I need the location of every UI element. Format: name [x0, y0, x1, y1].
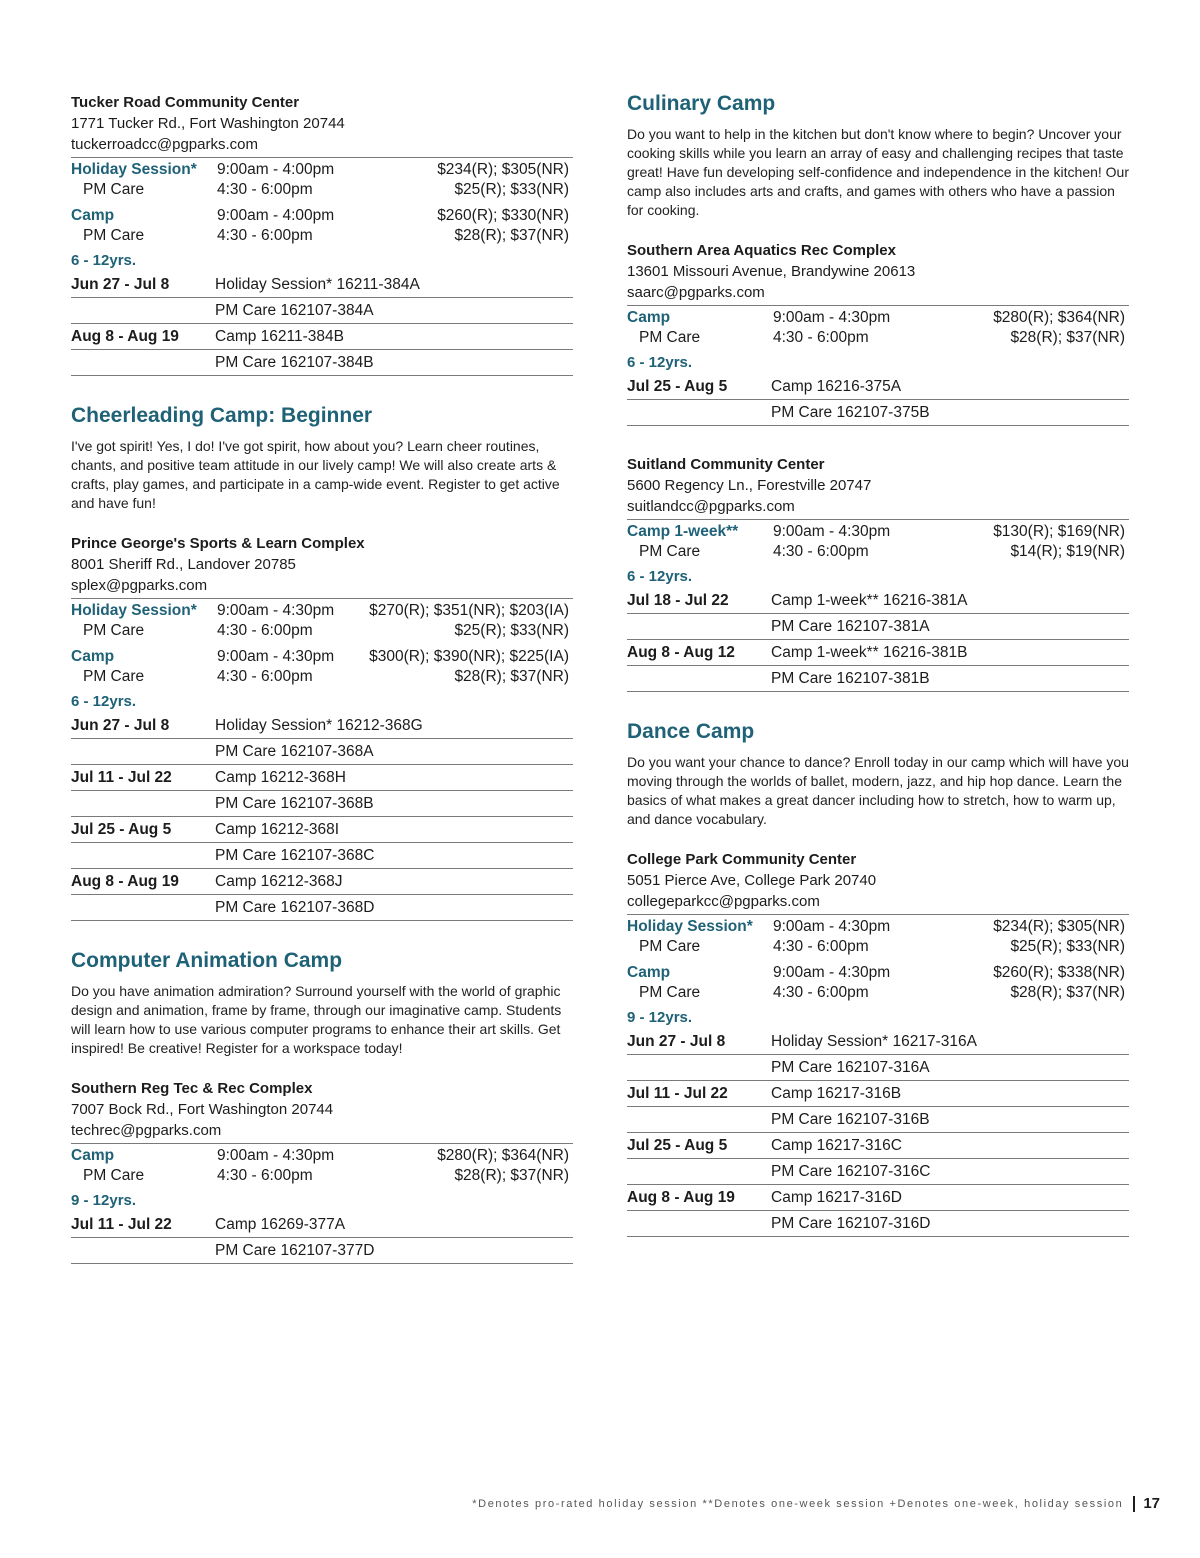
pricing-price: $28(R); $37(NR) — [1010, 329, 1125, 347]
pricing-label: PM Care — [83, 181, 145, 198]
session-row — [71, 791, 573, 817]
pricing-row — [627, 963, 1129, 983]
session-date — [627, 1055, 771, 1080]
pricing-time: 9:00am - 4:30pm — [773, 918, 891, 936]
session-date — [71, 1238, 215, 1263]
session-row — [627, 1029, 1129, 1055]
session-date — [71, 895, 215, 920]
section-title: Dance Camp — [627, 720, 755, 744]
location-name: College Park Community Center — [627, 851, 857, 869]
pricing-label: PM Care — [83, 622, 145, 640]
session-activity: PM Care 162107-316C — [771, 1163, 931, 1181]
session-activity: Holiday Session* 16217-316A — [771, 1033, 977, 1051]
session-date: Jul 18 - Jul 22 — [627, 592, 729, 610]
session-row — [71, 1238, 573, 1264]
pricing-price: $28(R); $37(NR) — [454, 1167, 569, 1185]
location-email: suitlandcc@pgparks.com — [627, 498, 795, 516]
session-row — [627, 1107, 1129, 1133]
pricing-row — [71, 1166, 573, 1186]
pricing-price: $234(R); $305(NR) — [437, 161, 569, 178]
pricing-time: 4:30 - 6:00pm — [773, 543, 869, 561]
session-date: Jun 27 - Jul 8 — [71, 717, 170, 735]
pricing-price: $14(R); $19(NR) — [1010, 543, 1125, 561]
session-date: Aug 8 - Aug 19 — [71, 873, 179, 891]
session-row — [71, 272, 573, 298]
pricing-row — [71, 160, 573, 180]
session-row — [627, 400, 1129, 426]
session-row — [627, 1055, 1129, 1081]
session-activity: PM Care 162107-316B — [771, 1111, 930, 1129]
location-name: Southern Reg Tec & Rec Complex — [71, 1080, 313, 1098]
age-range: 6 - 12yrs. — [71, 693, 137, 711]
session-activity: Camp 16217-316B — [771, 1085, 902, 1103]
session-row — [627, 1211, 1129, 1237]
session-list — [71, 272, 573, 376]
session-activity: Camp 16212-368I — [215, 821, 340, 839]
pricing-label: Holiday Session* — [627, 918, 753, 936]
pricing-time: 4:30 - 6:00pm — [217, 1167, 313, 1185]
session-activity: PM Care 162107-368A — [215, 743, 374, 761]
pricing-row — [71, 180, 573, 200]
location-name: Southern Area Aquatics Rec Complex — [627, 242, 896, 260]
session-activity: PM Care 162107-375B — [771, 404, 930, 422]
pricing-row — [71, 601, 573, 621]
pricing-price: $280(R); $364(NR) — [437, 1147, 569, 1165]
session-activity: PM Care 162107-381A — [771, 618, 930, 636]
session-activity: PM Care 162107-384B — [215, 354, 374, 371]
session-row — [71, 895, 573, 921]
age-range: 6 - 12yrs. — [627, 354, 693, 372]
pricing-time: 9:00am - 4:30pm — [217, 602, 335, 620]
session-date: Jul 11 - Jul 22 — [71, 1216, 172, 1234]
footnote: *Denotes pro-rated holiday session **Denotes one-week session +Denotes one-week, holiday session — [472, 1498, 1124, 1510]
pricing-price: $130(R); $169(NR) — [993, 523, 1125, 541]
tucker-road-block — [71, 92, 573, 376]
right-column — [627, 92, 1129, 1265]
pricing-label: PM Care — [639, 984, 701, 1002]
session-date: Jul 11 - Jul 22 — [627, 1085, 728, 1103]
pricing-time: 9:00am - 4:30pm — [217, 1147, 335, 1165]
age-range: 9 - 12yrs. — [627, 1009, 693, 1027]
location-name: Suitland Community Center — [627, 456, 825, 474]
age-range: 9 - 12yrs. — [71, 1192, 137, 1210]
location-email: splex@pgparks.com — [71, 577, 208, 595]
location-email: saarc@pgparks.com — [627, 284, 765, 302]
session-date — [627, 1107, 771, 1132]
pricing-time: 4:30 - 6:00pm — [773, 329, 869, 347]
session-row — [627, 1159, 1129, 1185]
location-address: 7007 Bock Rd., Fort Washington 20744 — [71, 1101, 334, 1119]
session-date — [627, 1159, 771, 1184]
session-row — [71, 869, 573, 895]
session-row — [71, 350, 573, 376]
pricing-row — [71, 667, 573, 687]
session-row — [627, 666, 1129, 692]
pricing-label: PM Care — [83, 1167, 145, 1185]
session-activity: Camp 16216-375A — [771, 378, 902, 396]
session-activity: Camp 16212-368J — [215, 873, 343, 891]
page-footer — [300, 1495, 1160, 1513]
session-activity: Camp 1-week** 16216-381A — [771, 592, 968, 610]
pricing-time: 9:00am - 4:00pm — [217, 161, 335, 178]
pricing-label: Camp — [71, 207, 115, 224]
session-activity: Holiday Session* 16212-368G — [215, 717, 423, 735]
cheerleading-block — [71, 404, 573, 921]
pricing-row — [627, 328, 1129, 348]
location-name: Prince George's Sports & Learn Complex — [71, 535, 365, 553]
culinary-block — [627, 92, 1129, 426]
pricing-table — [627, 305, 1129, 348]
pricing-time: 9:00am - 4:30pm — [773, 523, 891, 541]
session-list — [71, 1212, 573, 1264]
session-date — [627, 666, 771, 691]
session-activity: PM Care 162107-381B — [771, 670, 930, 688]
location-address: 8001 Sheriff Rd., Landover 20785 — [71, 556, 296, 574]
suitland-block — [627, 454, 1129, 692]
session-date — [71, 843, 215, 868]
location-email: collegeparkcc@pgparks.com — [627, 893, 820, 911]
pricing-label: PM Care — [639, 543, 701, 561]
session-row — [71, 739, 573, 765]
session-activity: PM Care 162107-316A — [771, 1059, 930, 1077]
session-row — [71, 843, 573, 869]
pricing-price: $28(R); $37(NR) — [1010, 984, 1125, 1002]
session-activity: Camp 16212-368H — [215, 769, 346, 787]
session-date — [627, 400, 771, 425]
session-row — [71, 298, 573, 324]
pricing-time: 4:30 - 6:00pm — [217, 181, 313, 198]
section-description: Do you have animation admiration? Surround yourself with the world of graphic design and animation, frame by frame, through our imaginative camp. Students will learn how to use various computer programs to enhance their art skills. Get inspired! Be creative! Register for a workspace today! — [71, 983, 562, 1057]
session-row — [71, 1212, 573, 1238]
section-description: Do you want to help in the kitchen but don't know where to begin? Uncover your cooking skills while you learn an array of easy and challenging recipes that taste great! Have fun developing self-confidence and independence in the kitchen! Our camp also includes arts and crafts, and games with others who have a passion for cooking. — [627, 126, 1130, 219]
pricing-table — [71, 598, 573, 687]
session-activity: Camp 1-week** 16216-381B — [771, 644, 968, 662]
left-column — [71, 92, 573, 1292]
pricing-label: PM Care — [83, 668, 145, 686]
pricing-price: $28(R); $37(NR) — [454, 668, 569, 686]
session-list — [627, 1029, 1129, 1237]
location-email: techrec@pgparks.com — [71, 1122, 222, 1140]
pricing-row — [627, 983, 1129, 1003]
pricing-label: Camp — [627, 309, 671, 327]
pricing-time: 9:00am - 4:30pm — [773, 309, 891, 327]
section-title: Computer Animation Camp — [71, 949, 343, 973]
pricing-row — [627, 542, 1129, 562]
session-activity: Camp 16269-377A — [215, 1216, 346, 1234]
session-date: Jul 11 - Jul 22 — [71, 769, 172, 787]
session-row — [627, 640, 1129, 666]
pricing-price: $25(R); $33(NR) — [454, 622, 569, 640]
session-list — [71, 713, 573, 921]
session-activity: PM Care 162107-384A — [215, 302, 374, 319]
session-activity: Camp 16217-316C — [771, 1137, 902, 1155]
pricing-time: 4:30 - 6:00pm — [217, 668, 313, 686]
pricing-row — [627, 522, 1129, 542]
pricing-price: $260(R); $338(NR) — [993, 964, 1125, 982]
session-activity: Camp 16217-316D — [771, 1189, 902, 1207]
dance-block — [627, 720, 1129, 1237]
session-row — [71, 817, 573, 843]
pricing-price: $280(R); $364(NR) — [993, 309, 1125, 327]
session-activity: Holiday Session* 16211-384A — [215, 276, 420, 293]
session-date — [71, 298, 215, 323]
age-range: 6 - 12yrs. — [71, 252, 137, 269]
session-row — [627, 374, 1129, 400]
session-date — [627, 614, 771, 639]
page-number: 17 — [1143, 1495, 1160, 1513]
footer-divider — [1133, 1496, 1135, 1512]
pricing-label: Camp 1-week** — [627, 523, 739, 541]
session-date: Jun 27 - Jul 8 — [71, 276, 170, 293]
pricing-row — [71, 647, 573, 667]
pricing-table — [71, 157, 573, 246]
session-activity: PM Care 162107-368D — [215, 899, 375, 917]
location-name: Tucker Road Community Center — [71, 94, 300, 111]
location-address: 5051 Pierce Ave, College Park 20740 — [627, 872, 877, 890]
session-date: Aug 8 - Aug 19 — [627, 1189, 735, 1207]
pricing-time: 4:30 - 6:00pm — [773, 984, 869, 1002]
pricing-label: Camp — [71, 1147, 115, 1165]
session-date — [71, 739, 215, 764]
pricing-label: PM Care — [639, 329, 701, 347]
session-row — [71, 324, 573, 350]
session-date — [71, 791, 215, 816]
session-row — [71, 765, 573, 791]
location-address: 1771 Tucker Rd., Fort Washington 20744 — [71, 115, 345, 132]
section-description: Do you want your chance to dance? Enroll today in our camp which will have you moving through the worlds of ballet, modern, jazz, and hip hop dance. Learn the basics of what makes a great dancer including how to stretch, how to warm up, and dance vocabulary. — [627, 754, 1129, 828]
session-date: Aug 8 - Aug 19 — [71, 328, 179, 345]
session-date: Jul 25 - Aug 5 — [627, 1137, 728, 1155]
pricing-time: 4:30 - 6:00pm — [773, 938, 869, 956]
session-date: Jun 27 - Jul 8 — [627, 1033, 726, 1051]
session-date: Jul 25 - Aug 5 — [71, 821, 172, 839]
session-date: Aug 8 - Aug 12 — [627, 644, 735, 662]
session-date — [71, 350, 215, 375]
session-activity: Camp 16211-384B — [215, 328, 344, 345]
session-list — [627, 374, 1129, 426]
pricing-table — [71, 1143, 573, 1186]
age-range: 6 - 12yrs. — [627, 568, 693, 586]
pricing-row — [71, 621, 573, 641]
pricing-label: Holiday Session* — [71, 602, 197, 620]
session-list — [627, 588, 1129, 692]
location-address: 5600 Regency Ln., Forestville 20747 — [627, 477, 872, 495]
pricing-price: $25(R); $33(NR) — [454, 181, 569, 198]
pricing-label: PM Care — [639, 938, 701, 956]
computer-animation-block — [71, 949, 573, 1264]
pricing-table — [627, 914, 1129, 1003]
pricing-label: Holiday Session* — [71, 161, 197, 178]
pricing-time: 9:00am - 4:30pm — [773, 964, 891, 982]
session-row — [627, 1133, 1129, 1159]
pricing-row — [627, 917, 1129, 937]
pricing-price: $260(R); $330(NR) — [437, 207, 569, 224]
section-description: I've got spirit! Yes, I do! I've got spirit, how about you? Learn cheer routines, chants, and positive team attitude in our lively camp! We will also create arts & crafts, play games, and participate in a camp-wide event. Register to get active and have fun! — [71, 438, 560, 512]
pricing-price: $234(R); $305(NR) — [993, 918, 1125, 936]
session-row — [627, 614, 1129, 640]
pricing-price: $28(R); $37(NR) — [454, 227, 569, 244]
pricing-row — [71, 1146, 573, 1166]
session-row — [627, 1081, 1129, 1107]
session-activity: PM Care 162107-368C — [215, 847, 375, 865]
pricing-time: 4:30 - 6:00pm — [217, 227, 313, 244]
session-activity: PM Care 162107-316D — [771, 1215, 931, 1233]
pricing-row — [71, 226, 573, 246]
session-activity: PM Care 162107-368B — [215, 795, 374, 813]
session-row — [627, 588, 1129, 614]
pricing-time: 9:00am - 4:30pm — [217, 648, 335, 666]
location-email: tuckerroadcc@pgparks.com — [71, 136, 258, 153]
session-date — [627, 1211, 771, 1236]
pricing-label: PM Care — [83, 227, 145, 244]
session-row — [71, 713, 573, 739]
pricing-price: $25(R); $33(NR) — [1010, 938, 1125, 956]
location-address: 13601 Missouri Avenue, Brandywine 20613 — [627, 263, 916, 281]
pricing-row — [71, 206, 573, 226]
pricing-price: $270(R); $351(NR); $203(IA) — [369, 602, 569, 620]
session-activity: PM Care 162107-377D — [215, 1242, 375, 1260]
pricing-time: 9:00am - 4:00pm — [217, 207, 335, 224]
pricing-label: Camp — [71, 648, 115, 666]
session-row — [627, 1185, 1129, 1211]
session-date: Jul 25 - Aug 5 — [627, 378, 728, 396]
pricing-row — [627, 308, 1129, 328]
section-title: Cheerleading Camp: Beginner — [71, 404, 373, 427]
pricing-table — [627, 519, 1129, 562]
pricing-price: $300(R); $390(NR); $225(IA) — [369, 648, 569, 666]
pricing-row — [627, 937, 1129, 957]
section-title: Culinary Camp — [627, 92, 776, 115]
pricing-label: Camp — [627, 964, 671, 982]
pricing-time: 4:30 - 6:00pm — [217, 622, 313, 640]
